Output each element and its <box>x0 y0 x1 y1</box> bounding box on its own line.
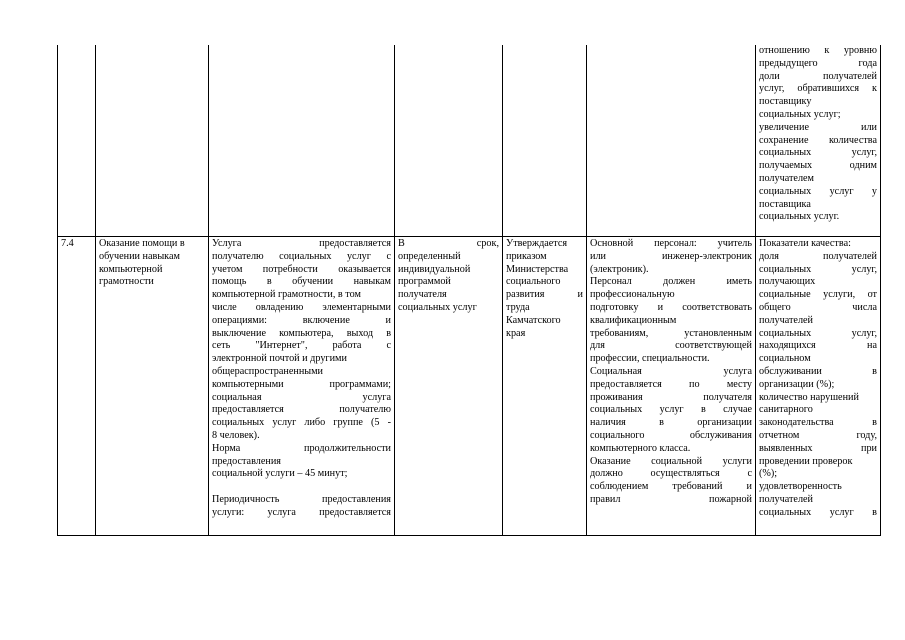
text-line: обслуживании в <box>759 365 877 377</box>
text-line: социальных услуг, <box>759 327 877 339</box>
text-line: профессии, специальности. <box>590 353 710 365</box>
service-name <box>96 238 208 289</box>
text-line: услуги: услуга предоставляется <box>212 506 391 518</box>
text-line: Оказание социальной услуги <box>590 455 752 467</box>
text-line: отчетном году, <box>759 429 877 441</box>
text-line: подготовку и соответствовать <box>590 301 752 313</box>
text-line: социальная услуга <box>212 391 391 403</box>
text-line: (%); <box>759 468 778 480</box>
text-line: операциями: включение и <box>212 314 391 326</box>
service-conditions <box>587 238 755 507</box>
text-line: предоставления <box>212 455 281 467</box>
text-line: отношению к уровню <box>759 45 877 56</box>
text-line: сеть "Интернет", работа с <box>212 340 391 352</box>
text-line: санитарного <box>759 404 813 416</box>
text-line: увеличение или <box>759 121 877 133</box>
text-line: организации (%); <box>759 378 835 390</box>
text-line: социальных услуг в <box>759 506 877 518</box>
text-line: В срок, <box>398 238 499 249</box>
text-line: социальных услуг, <box>759 147 877 159</box>
text-line: поставщика <box>759 198 811 210</box>
text-line: доля получателей <box>759 250 877 262</box>
text-line: социального <box>506 276 561 288</box>
text-line: программой <box>398 276 451 288</box>
text-line: предоставляется по месту <box>590 378 752 390</box>
text-line: правил пожарной <box>590 493 752 505</box>
text-line: развития и <box>506 289 583 301</box>
text-line: электронной почтой и другими <box>212 353 347 365</box>
text-line: компьютерной грамотности, в том <box>212 289 361 301</box>
text-line: учетом потребности оказывается <box>212 263 391 275</box>
text-line: предоставляется получателю <box>212 404 391 416</box>
text-line: края <box>506 327 526 339</box>
text-line: количество нарушений <box>759 391 859 403</box>
text-line: Показатели качества: <box>759 238 851 249</box>
text-line: соблюдением требований и <box>590 481 752 493</box>
text-line: общераспространенными <box>212 365 324 377</box>
text-line: Министерства <box>506 263 569 275</box>
text-line: 8 человек). <box>212 429 260 441</box>
row-number <box>58 238 95 251</box>
text-line: услуг, обратившихся к <box>759 83 877 95</box>
text-line: общего числа <box>759 301 877 313</box>
text-line: выявленных при <box>759 442 877 454</box>
text-line: социальных услуг, <box>759 263 877 275</box>
col-border-2 <box>95 45 96 536</box>
text-line: социальной услуги – 45 минут; <box>212 468 348 480</box>
text-line: получаемых одним <box>759 160 877 172</box>
text-line: социальных услуг. <box>759 211 840 223</box>
text-line: Услуга предоставляется <box>212 238 391 249</box>
text-line: социальных услуг у <box>759 185 877 197</box>
text-line: или инженер-электроник <box>590 250 752 262</box>
text-line: получателю социальных услуг с <box>212 250 391 262</box>
quality-indicators <box>756 238 880 520</box>
text-line <box>212 481 391 494</box>
text-line: Норма продолжительности <box>212 442 391 454</box>
text-line: Социальная услуга <box>590 365 752 377</box>
row-number-text: 7.4 <box>61 238 74 249</box>
text-line: удовлетворенность <box>759 481 842 493</box>
text-line: социальном <box>759 353 811 365</box>
text-line: получателем <box>759 172 814 184</box>
text-line: проведении проверок <box>759 455 853 467</box>
text-line: Персонал должен иметь <box>590 276 752 288</box>
service-term <box>395 238 502 315</box>
text-line: находящихся на <box>759 340 877 352</box>
text-line: получателей <box>759 493 814 505</box>
text-line: определенный <box>398 250 461 262</box>
text-line: получающих <box>759 276 816 288</box>
text-line: поставщику <box>759 96 812 108</box>
text-line: для соответствующей <box>590 340 752 352</box>
service-name-text: Оказание помощи в обучении навыкам компьютерной грамотности <box>99 238 185 288</box>
text-line: социальных услуг в случае <box>590 404 752 416</box>
text-line: должно осуществляться с <box>590 468 752 480</box>
row-divider <box>57 236 880 237</box>
col-border-1 <box>57 45 58 536</box>
text-line: социальных услуг <box>398 301 477 313</box>
text-line: компьютерными программами; <box>212 378 391 390</box>
col-border-8 <box>880 45 881 536</box>
text-line: выключение компьютера, выход в <box>212 327 391 339</box>
text-line: профессиональную <box>590 289 675 301</box>
text-line: законодательства в <box>759 417 877 429</box>
text-line: получателей <box>759 314 814 326</box>
text-line: социальные услуги, от <box>759 289 877 301</box>
text-line: квалификационным <box>590 314 677 326</box>
service-description <box>209 238 394 520</box>
text-line: труда <box>506 301 530 313</box>
table-border-bottom <box>57 535 880 536</box>
text-line: получателя <box>398 289 447 301</box>
text-line: доли получателей <box>759 70 877 82</box>
text-line: социальных услуг либо группе (5 - <box>212 417 391 429</box>
quality-indicators-continued <box>756 45 880 224</box>
text-line: социальных услуг; <box>759 108 841 120</box>
text-line: (электроник). <box>590 263 649 275</box>
text-line: Утверждается <box>506 238 568 249</box>
text-line: социального обслуживания <box>590 429 752 441</box>
text-line: требованиям, установленным <box>590 327 752 339</box>
text-line: предыдущего года <box>759 57 877 69</box>
text-line: Камчатского <box>506 314 561 326</box>
text-line: проживания получателя <box>590 391 752 403</box>
text-line: индивидуальной <box>398 263 471 275</box>
text-line: наличия в организации <box>590 417 752 429</box>
service-tariff <box>503 238 586 340</box>
text-line: помощь в обучении навыкам <box>212 276 391 288</box>
text-line: Периодичность предоставления <box>212 493 391 505</box>
text-line: сохранение количества <box>759 134 877 146</box>
text-line: числе овладению элементарными <box>212 301 391 313</box>
text-line: компьютерного класса. <box>590 442 691 454</box>
text-line: Основной персонал: учитель <box>590 238 752 249</box>
text-line: приказом <box>506 250 547 262</box>
